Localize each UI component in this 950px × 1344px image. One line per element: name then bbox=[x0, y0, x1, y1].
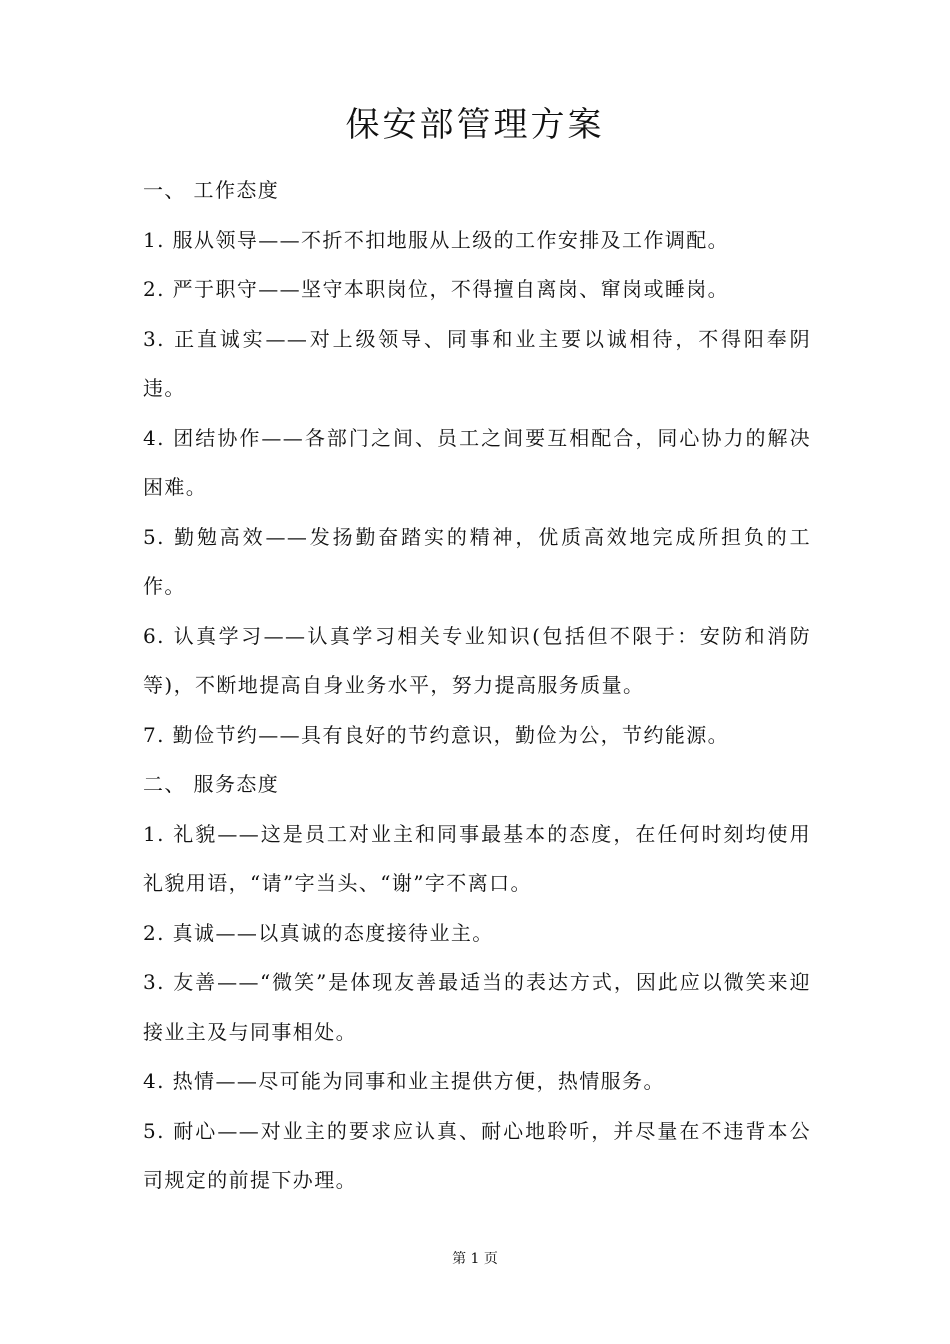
section-heading-service-attitude: 二、 服务态度 bbox=[143, 772, 280, 796]
list-item: 3. 友善——“微笑”是体现友善最适当的表达方式，因此应以微笑来迎接业主及与同事相处。 bbox=[143, 970, 811, 1044]
list-item: 3. 正直诚实——对上级领导、同事和业主要以诚相待，不得阳奉阴违。 bbox=[143, 326, 811, 400]
list-item: 5. 勤勉高效——发扬勤奋踏实的精神，优质高效地完成所担负的工作。 bbox=[143, 524, 811, 598]
list-item: 7. 勤俭节约——具有良好的节约意识，勤俭为公，节约能源。 bbox=[143, 722, 730, 747]
document-title: 保安部管理方案 bbox=[345, 105, 605, 145]
list-item: 4. 热情——尽可能为同事和业主提供方便，热情服务。 bbox=[143, 1069, 665, 1093]
list-item: 2. 真诚——以真诚的态度接待业主。 bbox=[143, 920, 494, 945]
list-item: 2. 严于职守——坚守本职岗位，不得擅自离岗、窜岗或睡岗。 bbox=[143, 277, 730, 301]
list-item: 1. 服从领导——不折不扣地服从上级的工作安排及工作调配。 bbox=[143, 227, 730, 252]
section-heading-work-attitude: 一、 工作态度 bbox=[143, 178, 280, 202]
list-item: 5. 耐心——对业主的要求应认真、耐心地聆听，并尽量在不违背本公司规定的前提下办理。 bbox=[143, 1118, 811, 1192]
list-item: 4. 团结协作——各部门之间、员工之间要互相配合，同心协力的解决困难。 bbox=[143, 425, 811, 499]
page-number: 第 1 页 bbox=[452, 1251, 498, 1267]
list-item: 1. 礼貌——这是员工对业主和同事最基本的态度，在任何时刻均使用礼貌用语，“请”字当头、“谢”字不离口。 bbox=[143, 821, 811, 895]
list-item: 6. 认真学习——认真学习相关专业知识(包括但不限于：安防和消防等)，不断地提高自身业务水平，努力提高服务质量。 bbox=[143, 623, 811, 697]
document-body bbox=[143, 166, 811, 1206]
